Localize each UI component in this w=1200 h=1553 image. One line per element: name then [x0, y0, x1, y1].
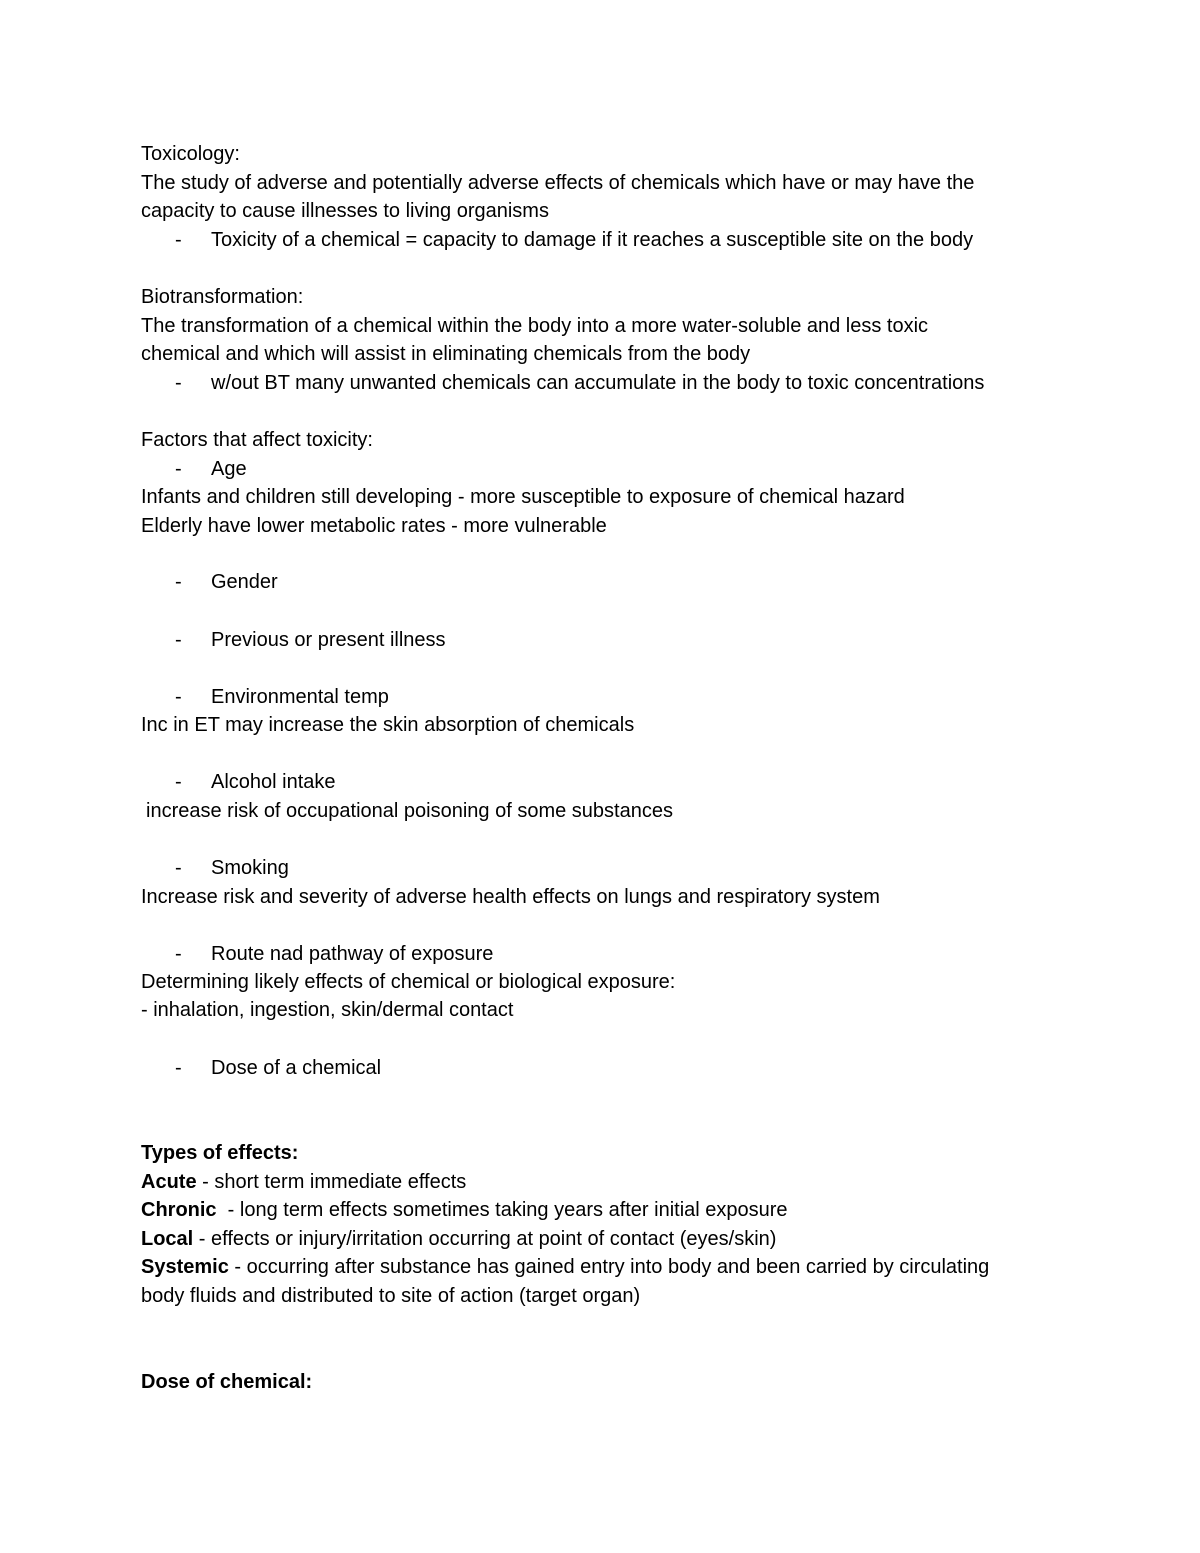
factor-age-note-1: Infants and children still developing - more susceptible to exposure of chemical hazard — [141, 486, 905, 508]
bullet-dash: - — [175, 629, 182, 651]
factor-label: Previous or present illness — [211, 629, 446, 651]
effects-heading: Types of effects: — [141, 1142, 299, 1164]
effect-systemic — [141, 1253, 989, 1281]
toxicology-definition-line-1: The study of adverse and potentially adverse effects of chemicals which have or may have the — [141, 172, 975, 194]
bullet-dash: - — [175, 771, 182, 793]
bullet-dash: - — [175, 372, 182, 394]
dose-heading: Dose of chemical: — [141, 1371, 313, 1393]
effect-term: Acute — [141, 1171, 197, 1193]
bullet-dash: - — [175, 1057, 182, 1079]
effect-term: Chronic — [141, 1199, 217, 1221]
effect-chronic — [141, 1196, 788, 1224]
effect-acute — [141, 1168, 466, 1196]
factor-environmental-temp-note: Inc in ET may increase the skin absorption of chemicals — [141, 714, 635, 736]
bullet-dash: - — [175, 686, 182, 708]
effect-term: Systemic — [141, 1256, 229, 1278]
biotransformation-definition-line-1: The transformation of a chemical within the body into a more water-soluble and less toxic — [141, 315, 929, 337]
factor-label: Smoking — [211, 857, 289, 879]
effect-description: - occurring after substance has gained entry into body and been carried by circulating — [228, 1256, 990, 1278]
bullet-dash: - — [175, 229, 182, 251]
toxicology-definition-line-2: capacity to cause illnesses to living organisms — [141, 200, 549, 222]
factor-label: Age — [211, 458, 247, 480]
effect-description: - short term immediate effects — [196, 1171, 467, 1193]
bullet-dash: - — [175, 857, 182, 879]
factor-label: Alcohol intake — [211, 771, 336, 793]
factors-heading: Factors that affect toxicity: — [141, 429, 373, 451]
effect-local — [141, 1225, 776, 1253]
factor-label: Environmental temp — [211, 686, 389, 708]
toxicology-heading: Toxicology: — [141, 143, 240, 165]
biotransformation-definition-line-2: chemical and which will assist in eliminating chemicals from the body — [141, 343, 751, 365]
biotransformation-heading: Biotransformation: — [141, 286, 304, 308]
effect-term: Local — [141, 1228, 194, 1250]
effect-description: - long term effects sometimes taking years after initial exposure — [216, 1199, 788, 1221]
bullet-text: Toxicity of a chemical = capacity to damage if it reaches a susceptible site on the body — [211, 229, 974, 251]
bullet-text: w/out BT many unwanted chemicals can accumulate in the body to toxic concentrations — [211, 372, 985, 394]
factor-route-note-1: Determining likely effects of chemical or biological exposure: — [141, 971, 676, 993]
effect-systemic-line-2: body fluids and distributed to site of action (target organ) — [141, 1285, 641, 1307]
factor-age-note-2: Elderly have lower metabolic rates - more vulnerable — [141, 515, 607, 537]
effect-description: - effects or injury/irritation occurring at point of contact (eyes/skin) — [193, 1228, 777, 1250]
factor-label: Gender — [211, 571, 278, 593]
factor-label: Route nad pathway of exposure — [211, 943, 494, 965]
factor-alcohol-note: increase risk of occupational poisoning of some substances — [146, 800, 673, 822]
bullet-dash: - — [175, 571, 182, 593]
factor-label: Dose of a chemical — [211, 1057, 382, 1079]
bullet-dash: - — [175, 458, 182, 480]
factor-route-note-2: - inhalation, ingestion, skin/dermal contact — [141, 999, 514, 1021]
factor-smoking-note: Increase risk and severity of adverse health effects on lungs and respiratory system — [141, 886, 880, 908]
bullet-dash: - — [175, 943, 182, 965]
